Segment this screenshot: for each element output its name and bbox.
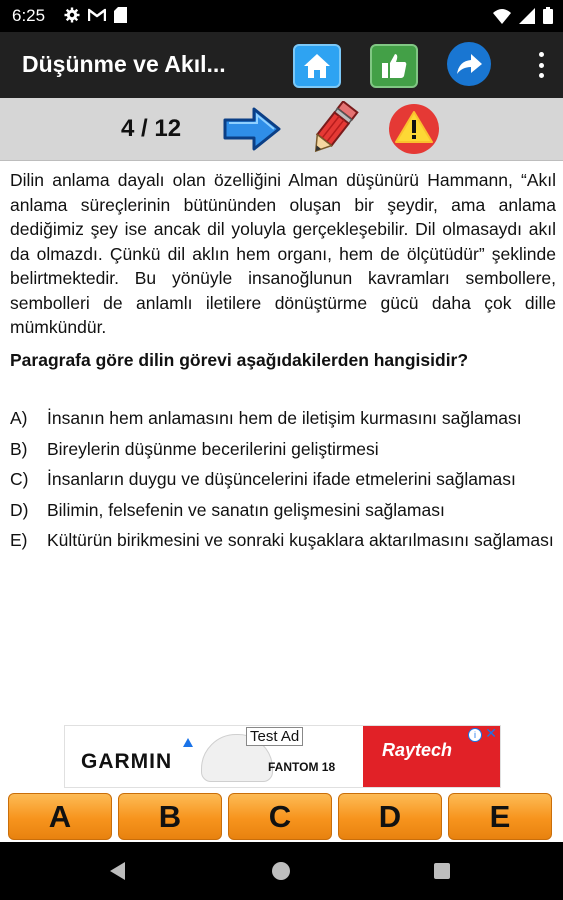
share-icon — [455, 52, 483, 76]
answer-button-e[interactable]: E — [448, 793, 552, 840]
option-b — [10, 437, 556, 462]
option-text: Bilimin, felsefenin ve sanatın gelişmesini sağlaması — [47, 499, 445, 520]
question-passage: Dilin anlama dayalı olan özelliğini Alman düşünürü Hammann, “Akıl anlama süreçlerinin bütününden oluşan bir şeydir, ama anlama dediğimiz şey ise ancak dil yoluyla gerçekleşebilir. Dil olmasaydı akıl da olmazdı. Çünkü dil aklın hem organı, hem de ölçütüdür” şeklinde belirtmektedir. Bu yönüyle insanoğlunun kavramları sembollere, sembolleri de anlamlı iletilere dönüştürme gücü daha çok dille mümkündür. — [10, 170, 556, 337]
question-nav-bar — [0, 98, 563, 161]
sd-card-icon — [114, 7, 127, 23]
option-letter: E) — [10, 530, 28, 550]
home-circle-icon[interactable] — [272, 862, 290, 880]
answer-bar — [0, 790, 563, 842]
question-stem: Paragrafa göre dilin görevi aşağıdakilerden hangisidir? — [10, 349, 469, 370]
option-d — [10, 498, 556, 523]
thumbs-up-icon — [379, 51, 409, 81]
pencil-icon[interactable] — [304, 101, 362, 157]
ad-close-icon[interactable]: ✕ — [485, 725, 497, 741]
option-text: Bireylerin düşünme becerilerini geliştirmesi — [47, 438, 379, 459]
next-arrow-icon[interactable] — [222, 106, 282, 152]
option-letter: C) — [10, 469, 29, 489]
warning-icon[interactable] — [387, 103, 441, 155]
option-letter: D) — [10, 499, 29, 520]
ad-product-name: FANTOM 18 — [268, 760, 336, 774]
question-content — [10, 168, 556, 668]
option-text: İnsanın hem anlamasını hem de iletişim kurmasını sağlaması — [47, 408, 522, 428]
option-text: Kültürün birikmesini ve sonraki kuşaklara aktarılmasını sağlaması — [47, 530, 554, 550]
answer-button-b[interactable]: B — [118, 793, 222, 840]
signal-icon — [519, 8, 535, 24]
back-icon[interactable] — [110, 862, 125, 880]
ad-banner[interactable] — [64, 725, 501, 788]
answer-button-d[interactable]: D — [338, 793, 442, 840]
overflow-menu-icon[interactable] — [537, 52, 545, 78]
option-c — [10, 467, 556, 492]
answer-button-a[interactable]: A — [8, 793, 112, 840]
options-list — [10, 406, 556, 553]
option-letter: A) — [10, 408, 28, 428]
ad-brand-triangle-icon — [183, 738, 193, 747]
home-button[interactable] — [293, 44, 341, 88]
option-letter: B) — [10, 438, 28, 459]
recents-icon[interactable] — [434, 863, 450, 879]
status-time: 6:25 — [12, 6, 46, 25]
ad-info-icon[interactable]: i — [468, 728, 482, 742]
menu-dot — [539, 63, 544, 68]
answer-button-c[interactable]: C — [228, 793, 332, 840]
menu-dot — [539, 52, 544, 57]
app-title: Düşünme ve Akıl... — [22, 51, 226, 77]
battery-icon — [543, 7, 553, 24]
ad-partner-name: Raytech — [382, 740, 453, 760]
option-text: İnsanların duygu ve düşüncelerini ifade etmelerini sağlaması — [47, 469, 516, 489]
gmail-icon — [88, 8, 106, 22]
app-bar — [0, 32, 563, 98]
wifi-icon — [493, 8, 511, 24]
status-system-icons — [493, 7, 553, 24]
system-nav-bar — [0, 842, 563, 900]
status-bar — [0, 0, 563, 32]
option-a — [10, 406, 556, 431]
option-e — [10, 528, 556, 553]
share-button[interactable] — [447, 42, 491, 86]
home-icon — [302, 52, 332, 80]
like-button[interactable] — [370, 44, 418, 88]
menu-dot — [539, 73, 544, 78]
ad-brand: GARMIN — [81, 750, 173, 773]
status-notification-icons — [64, 7, 127, 23]
ad-test-label: Test Ad — [246, 727, 303, 746]
gear-icon — [64, 7, 80, 23]
question-counter: 4 / 12 — [121, 115, 182, 142]
